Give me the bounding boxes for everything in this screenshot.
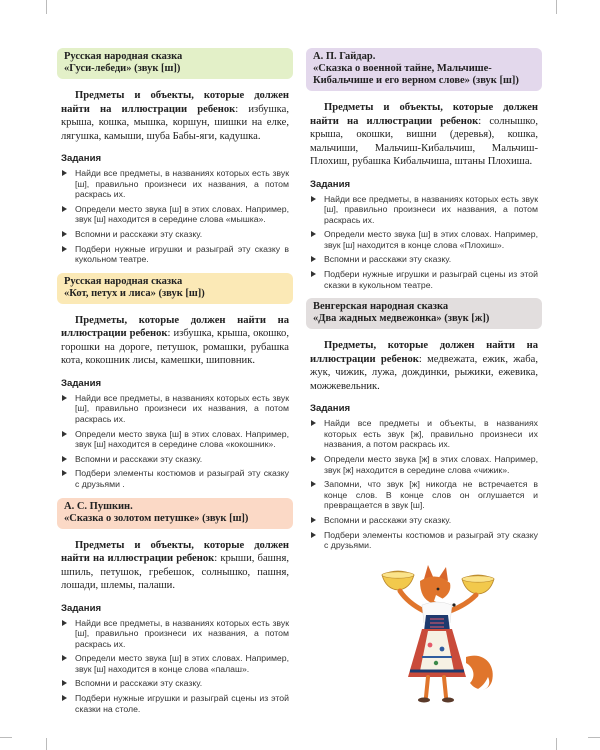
tasks-list [57, 168, 293, 265]
section-title-line2: «Кот, петух и лиса» (звук [ш]) [64, 287, 205, 299]
tasks-heading: Задания [310, 178, 351, 190]
items-paragraph [61, 314, 289, 368]
task-item: Найди все предметы, в названиях которых есть звук [ш], правильно произнеси их названия, а потом раскрась их. [57, 393, 289, 425]
section-kot-petukh-lisa [57, 273, 293, 490]
crop-mark-bottom-left [46, 738, 47, 750]
section-title-line1: Русская народная сказка [64, 275, 183, 287]
section-title-box [57, 273, 293, 304]
task-item: Определи место звука [ж] в этих словах. Например, звук [ж] находится в середине слова «чижик». [306, 454, 538, 475]
task-item: Вспомни и расскажи эту сказку. [57, 678, 289, 689]
section-gusi-lebedi [57, 48, 293, 265]
section-title-line2: «Гуси-лебеди» (звук [ш]) [64, 63, 181, 74]
section-title-box [57, 48, 293, 79]
items-lead: Предметы, которые должен найти на иллюстрации ребенок [61, 314, 289, 340]
items-list: : крыши, башня, шпиль, петушок, гребешок, солнышко, пашня, лошади, шлемы, палаши. [61, 553, 289, 591]
items-lead: Предметы и объекты, которые должен найти на иллюстрации ребенок [61, 90, 289, 115]
section-title-box [57, 498, 293, 529]
section-title-line2: «Сказка о военной тайне, Мальчише-Кибальчише и его верном слове» (звук [ш]) [313, 63, 519, 86]
task-item: Вспомни и расскажи эту сказку. [57, 229, 289, 240]
section-zolotoy-petushok [57, 498, 293, 715]
section-voennaya-tayna [306, 48, 542, 290]
items-lead: Предметы и объекты, которые должен найти на иллюстрации ребенок [61, 539, 289, 564]
items-paragraph [61, 89, 289, 143]
crop-mark-top-right [556, 0, 557, 14]
task-item: Определи место звука [ш] в этих словах. Например, звук [ш] находится в середине слова «мышка». [57, 204, 289, 225]
items-list: : медвежата, ежик, жаба, жук, чижик, лужа, дождинки, рыжики, ежевика, можжевельник. [310, 353, 539, 392]
tasks-heading: Задания [310, 403, 351, 415]
items-paragraph [61, 539, 289, 593]
crop-mark-top-left [46, 0, 47, 14]
items-lead: Предметы, которые должен найти на иллюстрации ребенок [310, 340, 538, 365]
items-list: : избушка, крыша, кошка, мышка, коршун, шишки на елке, лягушка, камыши, шуба Бабы-яги, кадушка. [61, 103, 289, 142]
crop-mark-side-left [0, 737, 12, 738]
left-column [57, 48, 293, 722]
crop-mark-bottom-right [556, 738, 557, 750]
tasks-list [57, 393, 293, 490]
section-title-line1: А. С. Пушкин. [64, 500, 133, 512]
section-title-line2: «Сказка о золотом петушке» (звук [ш]) [64, 512, 249, 524]
section-title-line2: «Два жадных медвежонка» (звук [ж]) [313, 313, 490, 325]
task-item: Определи место звука [ш] в этих словах. Например, звук [ш] находится в середине слова «кокошник». [57, 429, 289, 450]
tasks-heading: Задания [61, 602, 102, 614]
section-title-box [306, 298, 542, 329]
task-item: Определи место звука [ш] в этих словах. Например, звук [ш] находится в конце слова «Плохиш». [306, 229, 538, 250]
task-item: Найди все предметы, в названиях которых есть звук [ш], правильно произнеси их названия, а потом раскрась их. [57, 168, 289, 200]
right-column [306, 48, 542, 559]
items-list: : солнышко, крыша, окошки, вишни (деревья), кошка, мальчиши, Мальчиш-Кибальчиш, Мальчиш-Плохиш, рубашка Кибальчиша, штаны Плохиша. [310, 115, 538, 167]
crop-mark-side-right [588, 737, 600, 738]
tasks-list [306, 194, 542, 291]
task-item: Найди все предметы, в названиях которых есть звук [ш], правильно произнеси их названия, а потом раскрась их. [306, 194, 538, 226]
task-item: Подбери нужные игрушки и разыграй эту сказку в кукольном театре. [57, 244, 289, 265]
items-list: : избушка, крыша, окошко, горошки на дороге, петушок, ромашки, рубашка кота, кокошник лисы, камешки, шиповник. [61, 328, 289, 367]
task-item: Найди все предметы, в названиях которых есть звук [ш], правильно произнеси их названия, а потом раскрась их. [57, 618, 289, 650]
section-title-line1: А. П. Гайдар. [313, 51, 376, 62]
tasks-list [306, 418, 542, 551]
section-title-box [306, 48, 542, 91]
task-item: Подбери нужные игрушки и разыграй сцены из этой сказки в кукольном театре. [306, 269, 538, 290]
task-item: Запомни, что звук [ж] никогда не встречается в конце слов. В конце слов он оглушается и превращается в звук [ш]. [306, 479, 538, 511]
tasks-heading: Задания [61, 153, 102, 164]
task-item: Подбери нужные игрушки и разыграй сцены из этой сказки на столе. [57, 693, 289, 714]
task-item: Вспомни и расскажи эту сказку. [306, 254, 538, 265]
fox-illustration [380, 565, 498, 705]
tasks-heading: Задания [61, 377, 102, 389]
section-title-line1: Венгерская народная сказка [313, 301, 449, 313]
task-item: Вспомни и расскажи эту сказку. [57, 454, 289, 465]
task-item: Подбери элементы костюмов и разыграй эту сказку с друзьями . [57, 468, 289, 489]
items-lead: Предметы и объекты, которые должен найти на иллюстрации ребенок [310, 102, 538, 127]
tasks-list [57, 618, 293, 715]
fox-icon [380, 565, 498, 705]
task-item: Вспомни и расскажи эту сказку. [306, 515, 538, 526]
items-paragraph [310, 339, 538, 393]
items-paragraph [310, 101, 538, 169]
task-item: Найди все предметы и объекты, в названиях которых есть звук [ж], правильно произнеси их названия, а потом раскрась их. [306, 418, 538, 450]
task-item: Определи место звука [ш] в этих словах. Например, звук [ш] находится в конце слова «палаш». [57, 653, 289, 674]
section-title-line1: Русская народная сказка [64, 51, 183, 62]
section-dva-medvezhonka [306, 298, 542, 551]
task-item: Подбери элементы костюмов и разыграй эту сказку с друзьями. [306, 530, 538, 551]
